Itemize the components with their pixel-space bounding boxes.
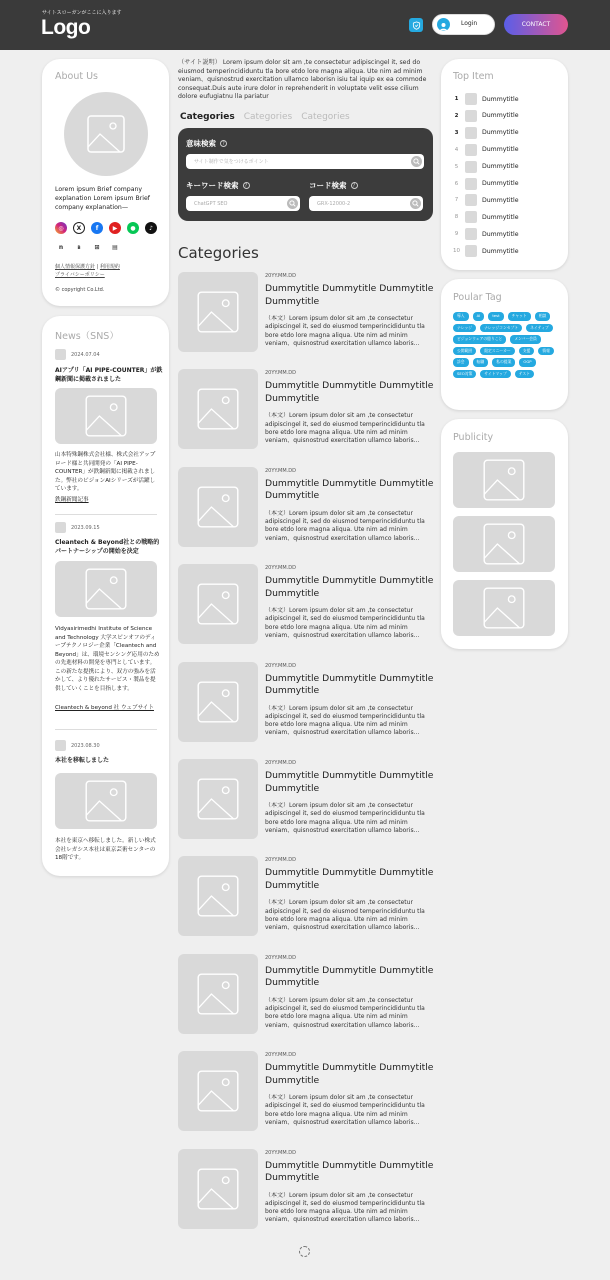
about-avatar — [64, 92, 148, 176]
news-thumb-icon — [55, 522, 66, 533]
top-item-thumbnail — [465, 161, 477, 173]
x-icon[interactable]: X — [73, 222, 85, 234]
site-description: （サイト説明） Lorem ipsum dolor sit am ,te consectetur adipiscingel it, sed do eiusmod temperincididuntu tla bore etdo lore magna aliqua. Ute nim ad minim veniam、quisnostrud exercitation ullamco laborisn isiu tal iquip ex ea commode consequat.Duis aute irure dolor in reprehenderit in voluptate velit esse cilium dolore eufugiatnu lla pariatur — [178, 59, 427, 100]
top-item-thumbnail — [465, 211, 477, 223]
top-item-label: Dummytitle — [482, 95, 519, 103]
post-thumbnail[interactable] — [178, 467, 258, 547]
about-title: About Us — [55, 71, 99, 82]
top-item-label: Dummytitle — [482, 247, 519, 255]
top-item-row[interactable] — [453, 127, 519, 139]
tag-chip[interactable]: SEO対策 — [453, 370, 476, 379]
tag-chip[interactable]: 私の提案 — [492, 358, 515, 367]
post-excerpt: （本文）Lorem ipsum dolor sit am ,te consectetur adipiscingel it, sed do eiusmod temperincididuntu tla bore etdo lore magna aliqua. Ute nim ad minim veniam、quisnostrud exercitation ullamco laboris... — [265, 315, 425, 347]
tag-chip[interactable]: AI — [473, 312, 485, 321]
rank-number: 10 — [453, 248, 460, 255]
rank-number: 8 — [454, 214, 459, 221]
categories-heading: Categories — [178, 244, 259, 262]
top-item-label: Dummytitle — [482, 213, 519, 221]
image-placeholder-icon — [482, 586, 526, 630]
top-item-row[interactable] — [453, 178, 519, 190]
privacy-link[interactable]: 個人情報保護方針 — [55, 264, 96, 270]
news-date: 2023.08.30 — [55, 740, 100, 751]
privacy-policy-link[interactable]: プライバシーポリシー — [55, 272, 105, 278]
top-item-label: Dummytitle — [482, 163, 519, 171]
post-date: 20YY.MM.DD — [265, 1149, 296, 1156]
help-icon[interactable]: ? — [220, 140, 227, 147]
login-label: Login — [461, 20, 478, 27]
tab-categories-3[interactable]: Categories — [301, 112, 350, 122]
divider — [55, 514, 157, 515]
top-item-label: Dummytitle — [482, 196, 519, 204]
help-icon[interactable]: ? — [243, 182, 250, 189]
post-excerpt: （本文）Lorem ipsum dolor sit am ,te consectetur adipiscingel it, sed do eiusmod temperincididuntu tla bore etdo lore magna aliqua. Ute nim ad minim veniam、quisnostrud exercitation ullamco laboris... — [265, 802, 425, 834]
post-excerpt: （本文）Lorem ipsum dolor sit am ,te consectetur adipiscingel it, sed do eiusmod temperincididuntu tla bore etdo lore magna aliqua. Ute nim ad minim veniam、quisnostrud exercitation ullamco laboris... — [265, 1094, 425, 1127]
image-placeholder-icon — [196, 874, 240, 918]
news-image[interactable] — [55, 773, 157, 829]
code-search-input[interactable]: GRX-12000-2 — [309, 196, 423, 211]
facebook-icon[interactable]: f — [91, 222, 103, 234]
image-placeholder-icon — [196, 1069, 240, 1113]
publicity-banner[interactable] — [453, 516, 555, 572]
post-excerpt: （本文）Lorem ipsum dolor sit am ,te consectetur adipiscingel it, sed do eiusmod temperincididuntu tla bore etdo lore magna aliqua. Ute nim ad minim veniam、quisnostrud exercitation ullamco laboris... — [265, 607, 425, 640]
news-item-body: 山本特殊鋼株式会社様、株式会社アップロード様と共同開発の「AI PIPE-COUNTER」が鉄鋼新聞に掲載されました。弊社のビジョンAIシリーズが活躍しています。 — [55, 452, 156, 492]
search-icon[interactable] — [411, 156, 422, 167]
post-title[interactable]: Dummytitle Dummytitle Dummytitle Dummytitle — [265, 672, 434, 697]
post-date: 20YY.MM.DD — [265, 760, 296, 766]
post-excerpt: （本文）Lorem ipsum dolor sit am ,te consectetur adipiscingel it, sed do eiusmod temperincididuntu tla bore etdo lore magna aliqua. Ute nim ad minim veniam、quisnostrud exercitation ullamco laboris... — [265, 704, 425, 737]
social-row-2 — [55, 241, 121, 253]
tag-chip[interactable]: 限定スニーカー — [480, 347, 515, 356]
publicity-banner[interactable] — [453, 580, 555, 636]
post-thumbnail[interactable] — [178, 856, 258, 936]
post-thumbnail[interactable] — [178, 369, 258, 449]
post-thumbnail[interactable] — [178, 272, 258, 352]
tag-chip[interactable]: test — [488, 312, 503, 321]
image-placeholder-icon — [196, 1167, 240, 1211]
top-item-row[interactable] — [453, 245, 519, 257]
keyword-search-input[interactable]: ChatGPT SEO — [186, 196, 300, 211]
top-item-thumbnail — [465, 228, 477, 240]
image-placeholder-icon — [196, 485, 240, 529]
youtube-icon[interactable]: ▶ — [109, 222, 121, 234]
about-links: 個人情報保護方針 | 利用規約 プライバシーポリシー — [55, 264, 120, 278]
cart-icon[interactable]: ⊞ — [91, 241, 103, 253]
tag-chip[interactable]: 診会 — [453, 358, 469, 367]
tag-chip[interactable]: 公開範囲 — [453, 347, 476, 356]
category-tabs — [180, 112, 350, 122]
tiktok-icon[interactable]: ♪ — [145, 222, 157, 234]
rank-number: 6 — [454, 180, 459, 187]
post-title[interactable]: Dummytitle Dummytitle Dummytitle Dummytitle — [265, 380, 434, 404]
news-item-body: Vidyasirimedhi Institute of Science and Technology 大学スピンオフのディープテクノロジー企業「Cleantech and Beyond」は、環境センシング応用のための先進材料の開発を専門としています。この新たな提携により、双方の強みを活かして、より優れたサービス・製品を提供していくことを目指します。 — [55, 626, 160, 692]
tag-chip[interactable]: ナレッジコンセプト — [480, 324, 522, 333]
tag-chip[interactable]: テスト — [515, 370, 534, 379]
tab-categories-1[interactable]: Categories — [180, 112, 235, 122]
post-date: 20YY.MM.DD — [265, 954, 296, 961]
post-date: 20YY.MM.DD — [265, 1052, 296, 1059]
post-title[interactable]: Dummytitle Dummytitle Dummytitle Dummytitle — [265, 283, 434, 307]
news-date: 2024.07.04 — [55, 349, 100, 360]
tag-cloud — [453, 312, 558, 378]
post-date: 20YY.MM.DD — [265, 370, 296, 377]
instagram-icon[interactable]: ◎ — [55, 222, 67, 234]
post-date: 20YY.MM.DD — [265, 467, 296, 474]
top-item-thumbnail — [465, 127, 477, 139]
post-title[interactable]: Dummytitle Dummytitle Dummytitle Dummytitle — [265, 1062, 434, 1086]
blog-icon[interactable]: B — [73, 241, 85, 253]
news-item-link[interactable]: 鉄鋼新聞記事 — [55, 497, 89, 503]
top-item-label: Dummytitle — [482, 129, 519, 137]
top-item-row[interactable] — [453, 228, 519, 240]
post-title[interactable]: Dummytitle Dummytitle Dummytitle Dummytitle — [265, 770, 434, 794]
news-image[interactable] — [55, 561, 157, 617]
top-item-thumbnail — [465, 194, 477, 206]
image-placeholder-icon — [196, 972, 240, 1016]
top-item-label: Dummytitle — [482, 180, 519, 187]
code-search-label: コード検索 ? — [309, 180, 358, 191]
tag-chip[interactable]: 相談 — [535, 312, 551, 321]
news-item-title[interactable]: 本社を移転しました — [55, 757, 110, 764]
tag-chip[interactable]: 支援 — [519, 347, 535, 356]
image-placeholder-icon — [84, 779, 128, 823]
about-text: Lorem ipsum Brief company explanation Lorem ipsum Brief company explanation— — [55, 186, 150, 211]
top-item-row[interactable] — [453, 161, 519, 173]
image-placeholder-icon — [482, 458, 526, 502]
help-icon[interactable]: ? — [351, 182, 358, 189]
post-excerpt: （本文）Lorem ipsum dolor sit am ,te consectetur adipiscingel it, sed do eiusmod temperincididuntu tla bore etdo lore magna aliqua. Ute nim ad minim veniam、quisnostrud exercitation ullamco laboris... — [265, 412, 425, 445]
tag-chip[interactable]: 転職 — [473, 358, 489, 367]
document-icon[interactable]: ▤ — [109, 241, 121, 253]
post-thumbnail[interactable] — [178, 1051, 258, 1131]
news-title: News（SNS） — [55, 331, 119, 342]
post-excerpt: （本文）Lorem ipsum dolor sit am ,te consectetur adipiscingel it, sed do eiusmod temperincididuntu tla bore etdo lore magna aliqua. Ute nim ad minim veniam、quisnostrud exercitation ullamco laboris... — [265, 899, 425, 932]
top-item-thumbnail — [465, 245, 477, 257]
image-placeholder-icon — [86, 114, 126, 154]
tag-chip[interactable]: チャット — [508, 312, 531, 321]
image-placeholder-icon — [84, 394, 128, 438]
post-title[interactable]: Dummytitle Dummytitle Dummytitle Dummytitle — [265, 477, 434, 502]
top-item-title: Top Item — [453, 71, 494, 82]
shield-icon — [412, 21, 421, 30]
post-excerpt: （本文）Lorem ipsum dolor sit am ,te consectetur adipiscingel it, sed do eiusmod temperincididuntu tla bore etdo lore magna aliqua. Ute nim ad minim veniam、quisnostrud exercitation ullamco laboris... — [265, 509, 425, 542]
tag-chip[interactable]: ネイティブ — [526, 324, 553, 333]
tag-chip[interactable]: メンバー会員 — [510, 335, 541, 344]
top-item-row[interactable] — [453, 144, 519, 156]
news-thumb-icon — [55, 740, 66, 751]
post-thumbnail[interactable] — [178, 954, 258, 1034]
medal-icon: 3 — [454, 129, 459, 136]
news-item-title[interactable]: AIアプリ「AI PIPE-COUNTER」が鉄鋼新聞に掲載されました — [55, 367, 163, 383]
social-row-1 — [55, 222, 157, 234]
search-icon[interactable] — [410, 198, 421, 209]
top-item-thumbnail — [465, 93, 477, 105]
search-panel — [178, 128, 433, 221]
copyright: © copyright Co.Ltd. — [55, 287, 105, 293]
post-title[interactable]: Dummytitle Dummytitle Dummytitle Dummytitle — [265, 575, 434, 599]
tag-chip[interactable]: OGP — [519, 358, 535, 367]
post-date: 20YY.MM.DD — [265, 565, 296, 572]
meaning-search-label: 意味検索 ? — [186, 138, 227, 149]
image-placeholder-icon — [84, 567, 128, 611]
image-placeholder-icon — [482, 522, 526, 566]
news-item-title[interactable]: Cleantech & Beyond社との戦略的パートナーシップの開始を決定 — [55, 539, 160, 555]
image-placeholder-icon — [196, 582, 240, 626]
note-icon[interactable]: n — [55, 241, 67, 253]
news-date: 2023.09.15 — [55, 522, 100, 533]
rank-number: 7 — [454, 197, 459, 204]
top-item-row[interactable] — [453, 194, 519, 206]
tag-chip[interactable]: 情報 — [538, 347, 554, 356]
medal-icon: 1 — [454, 96, 459, 102]
login-button[interactable] — [432, 14, 495, 35]
tab-categories-2[interactable]: Categories — [243, 112, 293, 122]
popular-tag-title: Poular Tag — [453, 292, 502, 303]
rank-number: 9 — [454, 231, 459, 238]
post-thumbnail[interactable] — [178, 1149, 258, 1229]
top-item-row[interactable] — [453, 211, 519, 223]
post-excerpt: （本文）Lorem ipsum dolor sit am ,te consectetur adipiscingel it, sed do eiusmod temperincididuntu tla bore etdo lore magna aliqua. Ute nim ad minim veniam、quisnostrud exercitation ullamco laboris... — [265, 996, 425, 1029]
tag-chip[interactable]: ナレッジ — [453, 324, 476, 333]
publicity-banner[interactable] — [453, 452, 555, 508]
loading-spinner-icon — [299, 1246, 310, 1257]
user-icon — [437, 18, 450, 31]
post-date: 20YY.MM.DD — [265, 857, 296, 864]
top-item-label: Dummytitle — [482, 230, 519, 238]
keyword-search-label: キーワード検索 ? — [186, 180, 250, 191]
tag-chip[interactable]: サイトマップ — [480, 370, 510, 379]
terms-link[interactable]: 利用規約 — [99, 264, 120, 270]
news-item-link[interactable]: Cleantech & beyond 社 ウェブサイト — [55, 705, 154, 711]
image-placeholder-icon — [196, 387, 240, 431]
search-icon[interactable] — [287, 198, 298, 209]
shield-button[interactable] — [409, 18, 423, 32]
news-image[interactable] — [55, 388, 157, 444]
site-header — [0, 0, 610, 50]
rank-number: 5 — [454, 163, 459, 170]
medal-icon: 2 — [454, 112, 459, 119]
meaning-search-input[interactable]: サイト制作で気をつけるポイント — [186, 154, 424, 169]
image-placeholder-icon — [196, 290, 240, 334]
post-title[interactable]: Dummytitle Dummytitle Dummytitle Dummytitle — [265, 964, 434, 989]
post-thumbnail[interactable] — [178, 564, 258, 644]
divider — [55, 729, 157, 730]
tag-chip[interactable]: 導入 — [453, 312, 469, 321]
top-item-label: Dummytitle — [482, 146, 519, 154]
top-item-label: Dummytitle — [482, 112, 519, 120]
post-title[interactable]: Dummytitle Dummytitle Dummytitle Dummytitle — [265, 1159, 434, 1184]
top-item-row[interactable] — [453, 93, 519, 105]
image-placeholder-icon — [196, 680, 240, 724]
top-item-thumbnail — [465, 110, 477, 122]
post-date: 20YY.MM.DD — [265, 662, 296, 669]
rank-number: 4 — [454, 146, 459, 153]
publicity-title: Publicity — [453, 432, 494, 443]
news-item-body: 本社を東京へ移転しました。新しい株式会社レガシス本社は東京芸術センターの18階です。 — [55, 838, 156, 861]
image-placeholder-icon — [196, 777, 240, 821]
site-slogan: サイトスローガンがここに入ります — [42, 10, 122, 16]
post-title[interactable]: Dummytitle Dummytitle Dummytitle Dummytitle — [265, 867, 434, 891]
top-item-thumbnail — [465, 144, 477, 156]
top-item-thumbnail — [465, 178, 477, 190]
contact-button[interactable]: CONTACT — [504, 14, 568, 35]
post-thumbnail[interactable] — [178, 759, 258, 839]
top-item-row[interactable] — [453, 110, 519, 122]
site-logo[interactable]: Logo — [41, 16, 91, 39]
post-date: 20YY.MM.DD — [265, 273, 296, 279]
post-thumbnail[interactable] — [178, 662, 258, 742]
tag-chip[interactable]: ビジョンウェアの億りこと — [453, 335, 506, 344]
news-thumb-icon — [55, 349, 66, 360]
line-icon[interactable]: ● — [127, 222, 139, 234]
post-excerpt: （本文）Lorem ipsum dolor sit am ,te consectetur adipiscingel it, sed do eiusmod temperincididuntu tla bore etdo lore magna aliqua. Ute nim ad minim veniam、quisnostrud exercitation ullamco laboris... — [265, 1191, 425, 1224]
